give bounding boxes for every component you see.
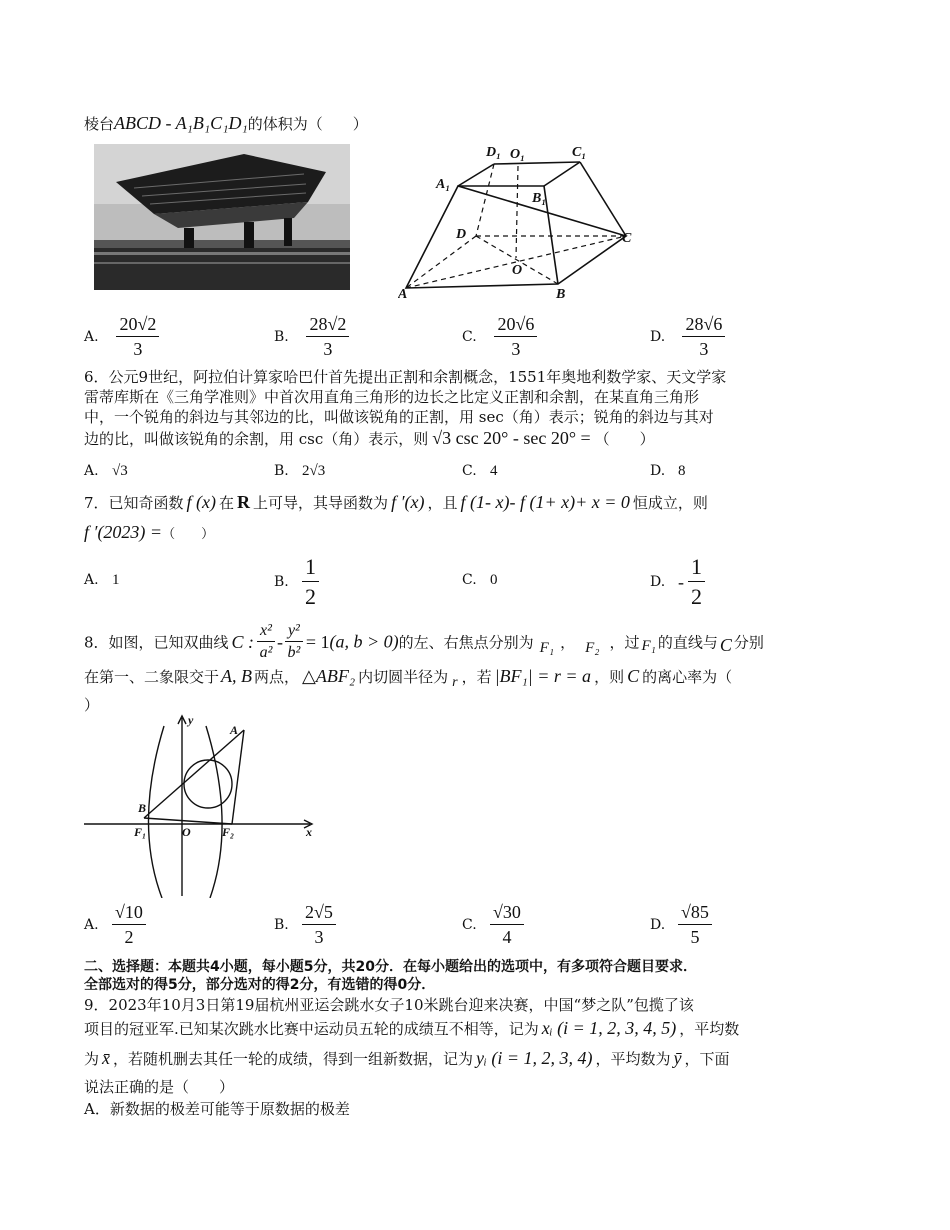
q6-option-b[interactable]: B. 2√3 — [274, 463, 326, 479]
q6-option-a[interactable]: A. √3 — [84, 463, 128, 479]
q6-line-2: 雷蒂库斯在《三角学准则》中首次用直角三角形的边长之比定义正割和余割，在某直角三角形 — [84, 388, 700, 406]
q5-stem-tail: 的体积为（ ） — [247, 115, 368, 133]
label-x: x — [306, 825, 312, 839]
label-B: B — [138, 801, 147, 815]
q5-option-a-fraction: $\frac{20√2}{3}$ — [116, 314, 159, 360]
q5-option-c[interactable] — [462, 314, 537, 360]
q5-option-d[interactable] — [650, 314, 725, 360]
q5-option-a[interactable] — [84, 314, 159, 360]
label-A: A — [230, 723, 239, 737]
label-D1: D₁ — [486, 145, 501, 160]
q9-option-a[interactable]: A．新数据的极差可能等于原数据的极差 — [84, 1100, 350, 1118]
q7-option-a[interactable]: A. 1 — [84, 572, 120, 588]
q8-option-d[interactable]: D. $\frac{√85}{5}$ — [650, 902, 712, 948]
label-F2: F₂ — [222, 825, 235, 839]
q6-line-4 — [84, 428, 655, 449]
label-y: y — [188, 713, 194, 727]
q6-line-3: 中，一个锐角的斜边与其邻边的比，叫做该锐角的正割，用 sec（角）表示；锐角的斜边与其对 — [84, 408, 714, 426]
q7-line-2: f ′(2023) =（ ） — [84, 522, 215, 542]
label-F1: F₁ — [134, 825, 147, 839]
q6-expression: √3 csc 20° - sec 20° = — [432, 428, 591, 448]
q6-option-d[interactable]: D. 8 — [650, 463, 686, 479]
q9-line-4: 说法正确的是（ ） — [84, 1078, 235, 1096]
q9-line-3: 为 x̄ ，若随机删去其任一轮的成绩，得到一组新数据，记为 yᵢ (i = 1, 2, 3, 4) ，平均数为 ȳ ，下面 — [84, 1048, 730, 1068]
label-B1: B₁ — [532, 191, 547, 206]
q5-stem — [84, 113, 368, 134]
q8-line-1: 8．如图，已知双曲线 C : $\frac{\text{x²}}{\text{a²}}$ - $\frac{\text{y²}}{\text{b²}}$ = 1(a, b > 0)的左、右焦点分别为 F₁ ， F₂ ，过 F₁ 的直线与 C 分别 — [84, 622, 764, 661]
q5-option-c-fraction: $\frac{20√6}{3}$ — [494, 314, 537, 360]
q5-option-b-fraction: $\frac{28√2}{3}$ — [306, 314, 349, 360]
q9-line-1: 9．2023年10月3日第19届杭州亚运会跳水女子10米跳台迎来决赛，中国“梦之队”包揽了该 — [84, 996, 694, 1014]
option-label: B. — [274, 329, 289, 345]
frustum-figure — [398, 140, 643, 302]
q8-line-3: ） — [84, 696, 100, 714]
option-label: A. — [84, 329, 99, 345]
q7-option-b[interactable]: B. $\frac{1}{2}$ — [274, 554, 319, 610]
q8-option-c[interactable]: C. $\frac{√30}{4}$ — [462, 902, 524, 948]
q7-line-1: 7．已知奇函数 f (x) 在 R 上可导，其导函数为 f ′(x) ，且 f (1- x)- f (1+ x)+ x = 0 恒成立，则 — [84, 492, 708, 512]
q6-line-1: 6．公元9世纪，阿拉伯计算家哈巴什首先提出正割和余割概念，1551年奥地利数学家、天文学家 — [84, 368, 727, 386]
label-C1: C₁ — [572, 145, 587, 160]
label-A1: A₁ — [436, 177, 451, 192]
option-label: C. — [462, 329, 477, 345]
q5-option-b[interactable] — [274, 314, 349, 360]
label-B: B — [556, 287, 566, 302]
label-O1: O₁ — [510, 147, 525, 162]
label-D: D — [456, 227, 467, 242]
section-2-scoring: 全部选对的得5分，部分选对的得2分，有选错的得0分． — [84, 977, 436, 993]
q6-line-4-text: 边的比，叫做该锐角的余割，用 csc（角）表示，则 — [84, 430, 429, 448]
label-C: C — [622, 231, 632, 246]
q8-option-b[interactable]: B. $\frac{2√5}{3}$ — [274, 902, 336, 948]
label-A: A — [398, 287, 408, 302]
q5-option-d-fraction: $\frac{28√6}{3}$ — [682, 314, 725, 360]
q6-option-c[interactable]: C. 4 — [462, 463, 498, 479]
label-O: O — [182, 825, 191, 839]
hyperbola-figure — [84, 712, 320, 898]
q8-option-a[interactable]: A. $\frac{√10}{2}$ — [84, 902, 146, 948]
option-label: D. — [650, 329, 666, 345]
q6-line-4-tail: （ ） — [594, 430, 655, 448]
q8-line-2: 在第一、二象限交于 A, B 两点， △ABF₂ 内切圆半径为 r ，若 |BF₁| = r = a ，则 C 的离心率为（ — [84, 666, 733, 690]
q7-option-d[interactable]: D. - $\frac{1}{2}$ — [650, 554, 705, 610]
pavilion-photo — [94, 144, 350, 290]
q7-option-c[interactable]: C. 0 — [462, 572, 498, 588]
label-O: O — [512, 263, 523, 278]
q9-line-2: 项目的冠亚军.已知某次跳水比赛中运动员五轮的成绩互不相等，记为 xᵢ (i = 1, 2, 3, 4, 5) ，平均数 — [84, 1018, 740, 1038]
q5-stem-math: ABCD - A₁B₁C₁D₁ — [114, 113, 248, 133]
section-2-heading: 二、选择题：本题共4小题，每小题5分，共20分．在每小题给出的选项中，有多项符合题目要求． — [84, 959, 697, 975]
q5-stem-text: 棱台 — [84, 115, 115, 133]
